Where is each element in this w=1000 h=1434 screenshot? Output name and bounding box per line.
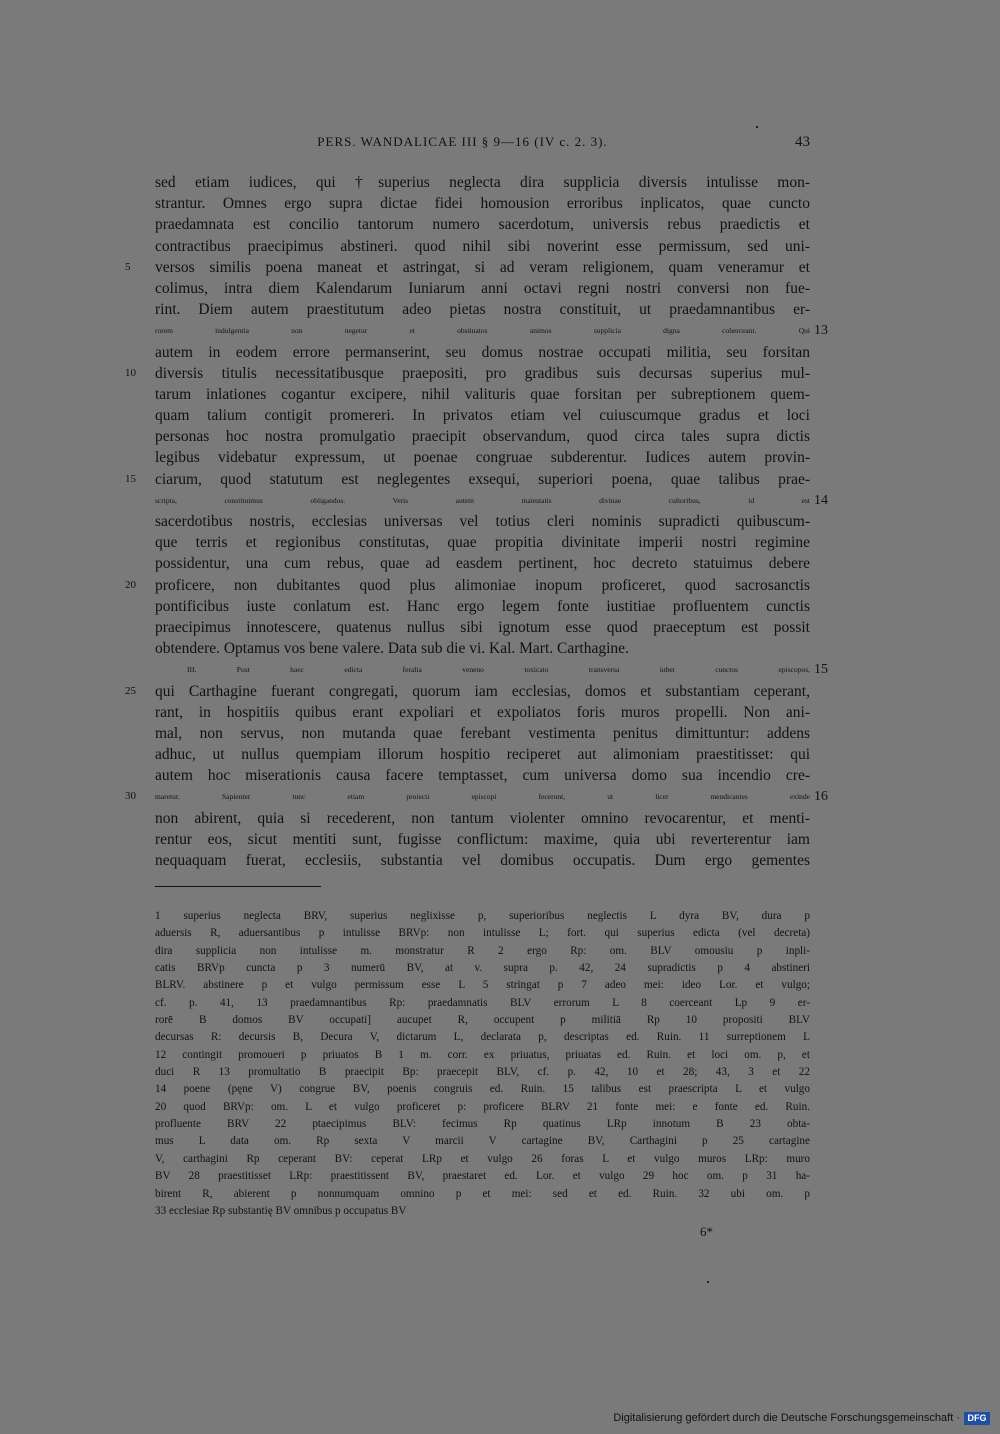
text-line [125,469,810,490]
text-line-content: praedamnata est concilio tantorum numero sacerdotum, universis rebus praedictis et [155,216,810,234]
text-line [155,405,810,426]
text-line [155,638,810,659]
text-line [155,744,810,765]
text-line-content: III. Post haec edicta feralia veneno toxicato transversa iubet cunctos episcopos, [187,665,810,675]
text-line [155,236,810,257]
text-line [155,172,810,193]
scan-speck [707,1281,709,1283]
line-number: 10 [125,366,136,379]
text-line [125,575,810,596]
footnote-line: duci R 13 promultatio B praecipit Bp: praecepit BLV, cf. p. 42, 10 et 28; 43, 3 et 22 [155,1066,810,1079]
footer-bar [578,1411,990,1427]
text-line-content: autem in eodem errore permanserint, seu domus nostrae occupati militia, seu forsitan [155,343,810,361]
footnote-line: 14 poene (pęne V) congrue BV, poenis congruis ed. Ruin. 15 talibus est praescripta L et vulgo [155,1083,810,1096]
text-line [155,532,810,553]
page-number: 43 [795,134,810,150]
footnote-line: catis BRVp cuncta p 3 numerū BV, at v. supra p. 42, 24 supradictis p 4 abstineri [155,962,810,975]
text-line-content: nequaquam fuerat, ecclesiis, substantia vel domibus occupatis. Dum ergo gementes [155,852,810,869]
footnote-line: 1 superius neglecta BRV, superius neglixisse p, superioribus neglectis L dyra BV, dura p [155,910,810,922]
text-line [155,447,810,468]
footnote-line: BV 28 praestitisset LRp: praestitissent BV, praestaret ed. Lor. et vulgo 29 hoc om. p 31 ha- [155,1170,810,1183]
footnote-rule [155,886,321,887]
text-line [125,257,810,278]
text-line-content: maretur. Sapienter tunc etiam proiecti episcopi fecerunt, ut licet mendicantes exinde [155,792,810,802]
text-line [155,617,810,638]
text-line [125,786,828,807]
text-line [155,342,810,363]
footnote-line: V, carthagini Rp ceperant BV: ceperat LRp et vulgo 26 foras L et vulgo muros LRp: muro [155,1152,810,1165]
text-line-content: rant, in hospitiis quibus erant expoliari et expoliatos foris muros propelli. Non ani- [155,703,810,721]
footnote-line: 33 ecclesiae Rp substantię BV omnibus p occupatus BV [155,1204,407,1217]
running-title: PERS. WANDALICAE III § 9—16 (IV c. 2. 3). [317,134,608,149]
section-number: 16 [814,789,828,805]
footnote-line: BLRV. abstinere p et vulgo permissum esse L 5 stringat p 7 adeo mei: ideo Lor. et vulgo; [155,979,810,992]
text-line-content: rentur eos, sicut mentiti sunt, fugisse conflictum: maxime, quia ubi reverterentur iam [155,830,810,848]
text-line-content: pontificibus iuste conlatum est. Hanc ergo legem fonte iustitiae profluentem cunctis [155,597,810,615]
text-line [155,659,828,680]
text-line-content: quam talium contigit promereri. In privatos etiam vel cuiuscumque gradus et loci [155,407,810,425]
footnote-line: aduersis R, aduersantibus p intulisse BRVp: non intulisse L; fort. qui superius edicta (vel decreta) [155,927,810,940]
footnote-line: birent R, abierent p nonnumquam omnino p et mei: sed et ed. Ruin. 32 ubi om. p [155,1187,810,1200]
text-line-content: legibus videbatur expressum, ut poenae congruae subderentur. Iudices autem provin- [155,449,810,467]
scan-speck [756,126,758,128]
text-line-content: autem hoc miserationis causa facere temptasset, cum universa domo sua incendio cre- [155,767,810,785]
text-line-content: praecipimus innotescere, quatenus nullus sibi ignotum esse quod praeceptum est possit [155,618,810,636]
running-header [155,134,810,158]
text-line [155,193,810,214]
text-line-content: sacerdotibus nostris, ecclesias universas vel totius cleri nominis supradicti quibuscum- [155,513,810,530]
text-line-content: colimus, intra diem Kalendarum Iuniarum anni octavi regni nostri conversi non fue- [155,279,810,297]
text-line-content: mal, non servus, non mutanda quae ferebant vestimenta penitus dimittuntur: addens [155,724,810,742]
section-number: 13 [814,323,828,339]
text-line [155,850,810,871]
footnote-line: profluente BRV 22 ptaecipimus BLV: fecimus Rp quatinus LRp innotum B 23 obta- [155,1118,810,1131]
text-line [155,278,810,299]
text-line [155,299,810,320]
text-line [155,553,810,574]
text-line [155,808,810,829]
text-line-content: tarum inlationes cogantur excipere, nihil valituris quae forsitan per subreptionem quem- [155,385,810,403]
text-line [155,596,810,617]
text-line-content: rint. Diem autem praestitutum adeo pietas nostra constituit, ut praedamnantibus er- [155,301,810,319]
section-number: 15 [814,662,828,678]
text-line [155,214,810,235]
text-line [155,829,810,850]
line-number: 25 [125,684,136,697]
text-line-content: proficere, non dubitantes quod plus alimoniae inopum proficeret, quod sacrosanctis [155,576,810,594]
text-line [155,511,810,532]
text-line-content: sed etiam iudices, qui †superius neglecta dira supplicia diversis intulisse mon- [155,174,810,191]
footnote-line: mus L data om. Rp sexta V marcii V cartagine BV, Carthagini p 25 cartagine [155,1135,810,1148]
text-line [155,702,810,723]
footnote-line: 12 contingit promoueri p priuatos B 1 m. corr. ex priuatus, priuatas ed. Ruin. et loci om. p, et [155,1048,810,1061]
line-number: 20 [125,578,136,591]
footnote-line: dira supplicia non intulisse m. monstratur R 2 ergo Rp: om. BLV omousiu p inpli- [155,944,810,957]
text-line-content: obtendere. Optamus vos bene valere. Data sub die vi. Kal. Mart. Carthagine. [155,640,629,658]
text-line-content: que terris et regionibus constitutas, quae propitia divinitate imperii nostri regimine [155,534,810,552]
text-line [155,765,810,786]
line-number: 30 [125,790,136,803]
text-line-content: scripta, constituimus obligandos. Veris autem maiestatis divinae cultoribus, id est [155,495,810,505]
text-line-content: diversis titulis necessitatibusque praepositi, pro gradibus suis decursas superius mul- [155,364,810,382]
text-line-content: contractibus praecipimus abstineri. quod nihil sibi noverint esse permissum, sed uni- [155,237,810,255]
text-line-content: non abirent, quia si recederent, non tantum violenter omnino revocarentur, et menti- [155,809,810,827]
dfg-logo-icon: DFG [964,1412,990,1425]
footnote-line: cf. p. 41, 13 praedamnantibus Rp: praedamnatis BLV errorum L 8 coerceant Lp 9 er- [155,996,810,1009]
text-line-content: strantur. Omnes ergo supra dictae fidei homousion erroribus inplicatos, quae cuncto [155,195,810,213]
line-number: 5 [125,260,131,273]
line-number: 15 [125,472,136,485]
text-line-content: rorem indulgentia non negetur et obstinatos animos supplicia digna coherceant. Qui [155,326,810,336]
section-number: 14 [814,492,828,508]
text-line-content: qui Carthagine fuerant congregati, quorum iam ecclesias, domos et substantiam ceperant, [155,682,810,700]
text-line [155,723,810,744]
footnote-line: 20 quod BRVp: om. L et vulgo proficeret p: proficere BLRV 21 fonte mei: e fonte ed. Ruin. [155,1100,810,1113]
text-line-content: possidentur, una cum rebus, quae ad easdem pertinent, hoc decreto statuimus debere [155,555,810,573]
text-line [155,384,810,405]
main-text [125,172,828,871]
text-line-content: adhuc, ut nullus quempiam illorum hospitio reciperet aut alimoniam praestitisset: qui [155,746,810,764]
text-line [155,426,810,447]
text-line [155,490,828,511]
text-line-content: personas hoc nostra promulgatio praecipit observandum, quod circa tales supra dictis [155,428,810,446]
text-line-content: ciarum, quod statutum est neglegentes exsequi, superiori poena, quae talibus prae- [155,470,810,488]
footnote-line: decursas R: decursis B, Decura V, dictarum L, declarata p, descriptas ed. Ruin. 11 surreptionem L [155,1031,810,1044]
critical-apparatus [155,908,810,1220]
text-line [155,320,828,341]
text-line-content: versos similis poena maneat et astringat, si ad veram religionem, quam veneramur et [155,258,810,276]
footer-credit: Digitalisierung gefördert durch die Deutsche Forschungsgemeinschaft · [613,1412,960,1424]
text-line [125,363,810,384]
text-line [125,681,810,702]
signature-mark: 6* [700,1224,713,1239]
footnote-line: rorē B domos BV occupati] aucupet R, occupent p militiā Rp 10 propositi BLV [155,1014,810,1027]
